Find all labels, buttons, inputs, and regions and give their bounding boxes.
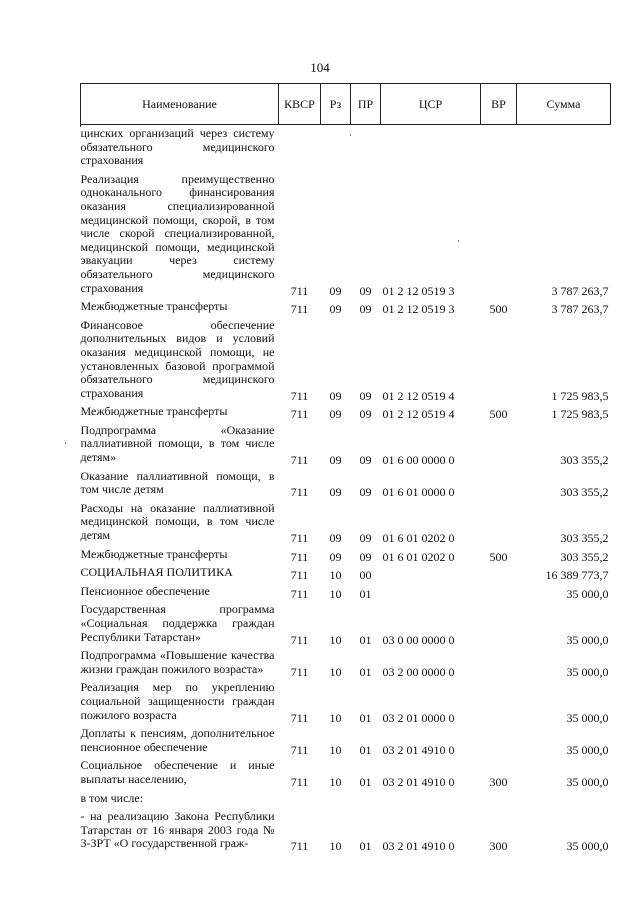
table-row	[81, 546, 611, 565]
cell-kvsr: 711	[290, 485, 309, 500]
table-body	[81, 125, 611, 854]
cell-name: Межбюджетные трансферты	[80, 404, 228, 419]
cell-vr: 300	[489, 774, 508, 789]
cell-vr: 500	[489, 407, 508, 422]
cell-pr: 01	[359, 742, 372, 757]
cell-csr	[381, 564, 481, 583]
cell-csr: 01 2 12 0519 4	[382, 388, 455, 403]
cell-name: Реализация мер по укреплению социальной защищенности граждан пожилого возраста	[80, 680, 275, 722]
cell-sum	[517, 790, 611, 809]
table-row	[81, 790, 611, 809]
cell-kvsr	[279, 125, 321, 171]
cell-csr	[381, 125, 481, 171]
cell-vr	[481, 468, 517, 500]
cell-csr	[381, 790, 481, 809]
cell-sum: 35 000,0	[566, 632, 609, 647]
cell-rz: 10	[329, 664, 342, 679]
cell-kvsr: 711	[290, 568, 309, 583]
cell-name: Подпрограмма «Повышение качества жизни граждан пожилого возраста»	[80, 648, 275, 676]
cell-pr: 00	[359, 568, 372, 583]
cell-vr	[481, 317, 517, 404]
cell-pr: 09	[359, 407, 372, 422]
cell-vr	[481, 583, 517, 602]
cell-sum: 35 000,0	[566, 742, 609, 757]
table-header	[81, 84, 611, 125]
cell-rz: 09	[329, 388, 342, 403]
table-row	[81, 298, 611, 317]
cell-pr: 09	[359, 283, 372, 298]
cell-pr: 09	[359, 388, 372, 403]
header-rz: Рз	[321, 84, 351, 125]
cell-sum: 35 000,0	[566, 586, 609, 601]
cell-rz: 09	[329, 549, 342, 564]
cell-csr: 03 0 00 0000 0	[382, 632, 455, 647]
cell-kvsr: 711	[290, 302, 309, 317]
cell-vr	[481, 564, 517, 583]
cell-vr	[481, 125, 517, 171]
cell-name: цинских организаций через систему обязательного медицинского страхования	[80, 126, 275, 168]
cell-csr: 01 6 00 0000 0	[382, 453, 455, 468]
cell-kvsr	[279, 790, 321, 809]
header-kvsr: КВСР	[279, 84, 321, 125]
table-row	[81, 757, 611, 789]
cell-rz: 10	[329, 710, 342, 725]
scan-speck	[350, 134, 351, 136]
cell-pr: 09	[359, 485, 372, 500]
cell-pr	[351, 125, 381, 171]
cell-rz: 09	[329, 407, 342, 422]
header-sum: Сумма	[517, 84, 611, 125]
cell-sum: 303 355,2	[560, 453, 609, 468]
table-row	[81, 564, 611, 583]
cell-name: Государственная программа «Социальная поддержка граждан Республики Татарстан»	[80, 602, 275, 644]
cell-vr	[481, 725, 517, 757]
cell-name: в том числе:	[80, 790, 144, 805]
cell-name: Подпрограмма «Оказание паллиативной помощи, в том числе детям»	[80, 422, 275, 465]
cell-sum	[517, 125, 611, 171]
cell-kvsr: 711	[290, 664, 309, 679]
cell-rz: 10	[329, 568, 342, 583]
cell-sum: 303 355,2	[560, 531, 609, 546]
cell-rz: 09	[329, 283, 342, 298]
cell-csr: 03 2 00 0000 0	[382, 664, 455, 679]
cell-pr: 01	[359, 710, 372, 725]
cell-pr: 01	[359, 664, 372, 679]
cell-name: Социальное обеспечение и иные выплаты населению,	[80, 758, 275, 786]
cell-kvsr: 711	[290, 742, 309, 757]
cell-pr: 09	[359, 302, 372, 317]
page-number: 104	[310, 60, 330, 75]
cell-csr: 01 6 01 0000 0	[382, 485, 455, 500]
cell-pr: 09	[359, 453, 372, 468]
cell-csr: 03 2 01 4910 0	[382, 839, 455, 854]
cell-name: Расходы на оказание паллиативной медицинской помощи, в том числе детям	[80, 500, 275, 543]
cell-name: Межбюджетные трансферты	[80, 546, 228, 561]
cell-rz: 09	[329, 453, 342, 468]
cell-pr: 01	[359, 632, 372, 647]
cell-kvsr: 711	[290, 586, 309, 601]
cell-rz: 10	[329, 839, 342, 854]
margin-rule	[80, 124, 81, 127]
cell-csr: 03 2 01 0000 0	[382, 710, 455, 725]
header-csr: ЦСР	[381, 84, 481, 125]
cell-vr	[481, 601, 517, 647]
cell-kvsr: 711	[290, 549, 309, 564]
table-row	[81, 808, 611, 854]
cell-kvsr: 711	[290, 774, 309, 789]
header-pr: ПР	[351, 84, 381, 125]
cell-kvsr: 711	[290, 388, 309, 403]
cell-sum: 3 787 263,7	[551, 302, 609, 317]
cell-rz	[321, 790, 351, 809]
cell-rz: 10	[329, 632, 342, 647]
cell-csr	[381, 583, 481, 602]
cell-vr	[481, 647, 517, 679]
cell-name: - на реализацию Закона Республики Татарстан от 16 января 2003 года № 3-ЗРТ «О государственной граж-	[80, 809, 275, 851]
cell-vr: 500	[489, 302, 508, 317]
cell-rz	[321, 125, 351, 171]
cell-csr: 03 2 01 4910 0	[382, 774, 455, 789]
cell-pr: 09	[359, 531, 372, 546]
cell-kvsr: 711	[290, 839, 309, 854]
cell-kvsr: 711	[290, 710, 309, 725]
table-row	[81, 583, 611, 602]
cell-vr	[481, 422, 517, 468]
cell-kvsr: 711	[290, 283, 309, 298]
cell-sum: 16 389 773,7	[545, 568, 609, 583]
cell-vr: 300	[489, 839, 508, 854]
table-row	[81, 679, 611, 725]
cell-rz: 09	[329, 485, 342, 500]
cell-sum: 35 000,0	[566, 710, 609, 725]
cell-sum: 1 725 983,5	[551, 407, 609, 422]
cell-sum: 3 787 263,7	[551, 283, 609, 298]
cell-rz: 10	[329, 742, 342, 757]
cell-vr	[481, 679, 517, 725]
cell-pr	[351, 790, 381, 809]
table-row	[81, 171, 611, 298]
cell-vr: 500	[489, 549, 508, 564]
cell-vr	[481, 790, 517, 809]
cell-name: Доплаты к пенсиям, дополнительное пенсионное обеспечение	[80, 726, 275, 754]
cell-name: Финансовое обеспечение дополнительных видов и условий оказания медицинской помощи, не установленных базовой программой обязательного медицинского страхования	[80, 317, 275, 400]
scan-speck	[458, 240, 459, 242]
cell-vr	[481, 500, 517, 546]
cell-rz: 10	[329, 586, 342, 601]
cell-sum: 35 000,0	[566, 839, 609, 854]
cell-csr: 01 2 12 0519 3	[382, 283, 455, 298]
table-row	[81, 725, 611, 757]
cell-sum: 35 000,0	[566, 774, 609, 789]
cell-sum: 1 725 983,5	[551, 388, 609, 403]
cell-kvsr: 711	[290, 453, 309, 468]
header-name: Наименование	[81, 84, 279, 125]
scan-speck	[65, 442, 66, 444]
cell-pr: 01	[359, 586, 372, 601]
table-row	[81, 647, 611, 679]
cell-sum: 303 355,2	[560, 485, 609, 500]
cell-rz: 09	[329, 302, 342, 317]
cell-name: Пенсионное обеспечение	[80, 583, 210, 598]
cell-pr: 01	[359, 839, 372, 854]
table-row	[81, 601, 611, 647]
cell-vr	[481, 171, 517, 298]
cell-sum: 303 355,2	[560, 549, 609, 564]
cell-csr: 01 2 12 0519 3	[382, 302, 455, 317]
header-vr: ВР	[481, 84, 517, 125]
cell-rz: 09	[329, 531, 342, 546]
cell-csr: 01 6 01 0202 0	[382, 549, 455, 564]
cell-pr: 01	[359, 774, 372, 789]
cell-sum: 35 000,0	[566, 664, 609, 679]
cell-csr: 01 6 01 0202 0	[382, 531, 455, 546]
cell-kvsr: 711	[290, 632, 309, 647]
table-row	[81, 125, 611, 171]
cell-rz: 10	[329, 774, 342, 789]
cell-csr: 01 2 12 0519 4	[382, 407, 455, 422]
cell-name: Оказание паллиативной помощи, в том числе детям	[80, 468, 275, 497]
table-row	[81, 500, 611, 546]
cell-name: СОЦИАЛЬНАЯ ПОЛИТИКА	[80, 565, 233, 580]
cell-csr: 03 2 01 4910 0	[382, 742, 455, 757]
cell-pr: 09	[359, 549, 372, 564]
cell-name: Межбюджетные трансферты	[80, 299, 228, 314]
table-row	[81, 468, 611, 500]
cell-name: Реализация преимущественно одноканального финансирования оказания специализированной медицинской помощи, скорой, в том числе скорой специализированной, медицинской помощи, медицинской эвакуации через систему обязательного медицинского страхования	[80, 171, 275, 295]
table-row	[81, 403, 611, 422]
budget-table	[80, 83, 611, 854]
cell-kvsr: 711	[290, 531, 309, 546]
table-row	[81, 422, 611, 468]
table-row	[81, 317, 611, 404]
cell-kvsr: 711	[290, 407, 309, 422]
